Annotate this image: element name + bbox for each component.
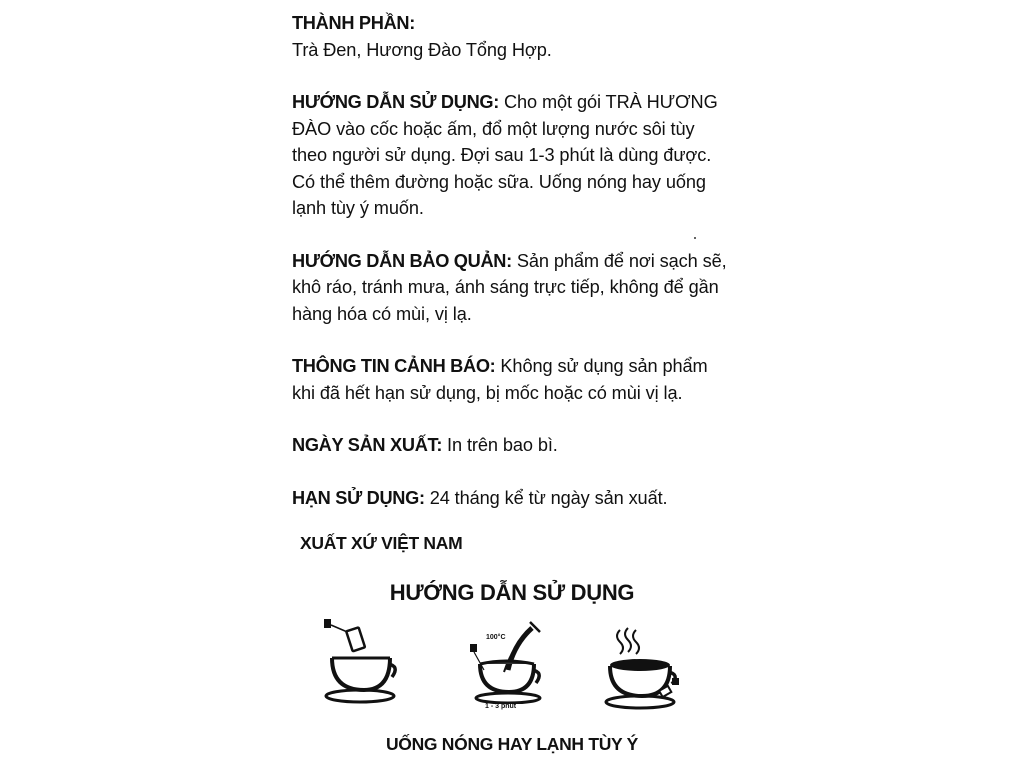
expiry-section [292,485,732,512]
warning-section [292,353,732,406]
guide-title: HƯỚNG DẪN SỬ DỤNG [389,580,635,605]
ingredients-label: THÀNH PHẦN: [292,13,415,33]
print-speck [694,237,696,239]
steep-time-label: 1 - 3 phút [485,703,517,710]
expiry-text: 24 tháng kể từ ngày sản xuất. [429,487,668,508]
usage-steps-illustration [318,614,718,724]
warning-text: Không sử dụng sản phẩm khi đã hết hạn sử dụng, bị mốc hoặc có mùi vị lạ. [292,356,708,403]
manufacture-date-label: NGÀY SẢN XUẤT: [292,435,443,455]
warning-label: THÔNG TIN CẢNH BÁO: [292,356,496,376]
storage-section [292,248,732,328]
hot-tea-cup-icon [598,624,693,714]
usage-section [292,89,732,222]
teabag-in-cup-icon [318,614,398,704]
storage-label: HƯỚNG DẪN BẢO QUẢN: [292,250,512,271]
expiry-label: HẠN SỬ DỤNG: [292,487,425,508]
ingredients-section [292,10,732,63]
usage-text: Cho một gói TRÀ HƯƠNG ĐÀO vào cốc hoặc ấm, đổ một lượng nước sôi tùy theo người sử dụng. Đợi sau 1-3 phút là dùng được. Có thể thêm đường hoặc sữa. Uống nóng hay uống lạnh tùy ý muốn. [292,92,718,218]
pour-hot-water-icon [464,614,554,704]
usage-label: HƯỚNG DẪN SỬ DỤNG: [292,92,500,112]
product-info-panel [292,10,732,511]
manufacture-date-text: In trên bao bì. [447,435,558,455]
serving-note: UỐNG NÓNG HAY LẠNH TÙY Ý [385,734,639,754]
ingredients-text: Trà Đen, Hương Đào Tổng Hợp. [292,39,552,60]
storage-text: Sản phẩm để nơi sạch sẽ, khô ráo, tránh mưa, ánh sáng trực tiếp, không để gần hàng hóa có mùi, vị lạ. [292,250,727,324]
origin-label: XUẤT XỨ VIỆT NAM [300,533,463,553]
temperature-label: 100°C [486,634,506,641]
manufacture-date-section [292,432,732,459]
